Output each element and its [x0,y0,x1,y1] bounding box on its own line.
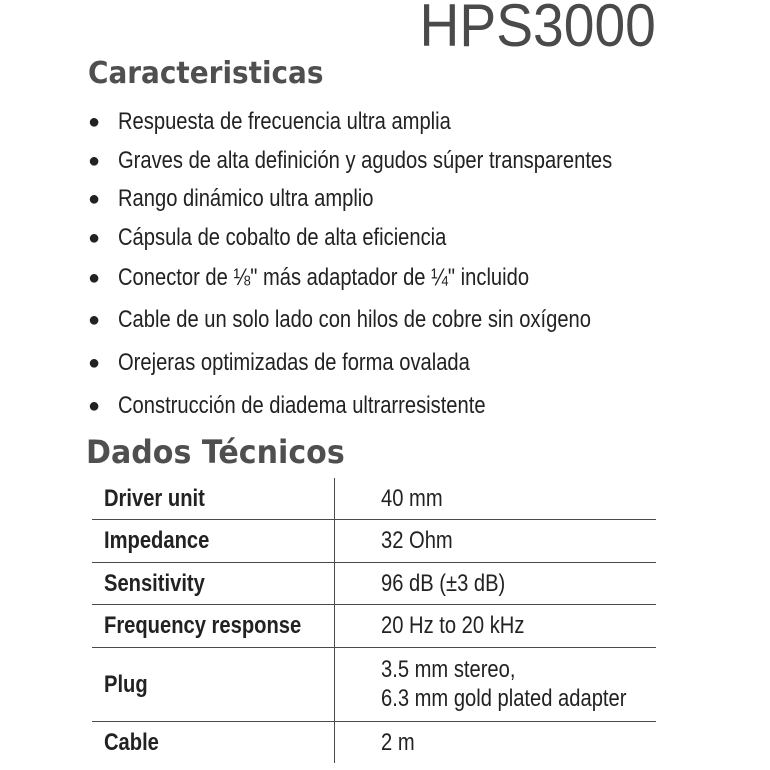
specs-table [92,478,656,763]
spec-label: Impedance [92,519,335,562]
bullet-icon: ● [88,111,101,133]
spec-value-line: 6.3 mm gold plated adapter [381,685,627,712]
bullet-icon: ● [88,352,101,374]
feature-item [86,185,422,213]
feature-item [86,224,509,252]
feature-text: Construcción de diadema ultrarresistente [118,392,486,419]
table-row [92,604,656,647]
spec-label: Cable [92,721,335,763]
bullet-icon: ● [88,395,101,417]
spec-value: 2 m [381,728,415,756]
feature-text: Orejeras optimizadas de forma ovalada [118,349,470,376]
spec-label: Sensitivity [92,562,335,604]
feature-text: Cable de un solo lado con hilos de cobre sin oxígeno [118,306,591,333]
feature-item [86,349,537,377]
feature-item [86,264,607,292]
table-row [92,721,656,763]
features-heading: Caracteristicas [88,56,324,91]
feature-item [86,306,681,334]
feature-item [86,392,556,420]
feature-text: Conector de ⅛" más adaptador de ¼" incluido [118,264,530,291]
bullet-icon: ● [88,227,101,249]
spec-value: 40 mm [335,478,657,519]
table-row [92,562,656,604]
specs-heading: Dados Técnicos [86,433,345,471]
table-row [92,478,656,519]
table-row [92,647,656,721]
table-row [92,519,656,562]
bullet-icon: ● [88,188,101,210]
spec-label: Driver unit [92,478,335,519]
feature-text: Graves de alta definición y agudos súper transparentes [118,147,613,174]
spec-value [335,647,657,721]
feature-text: Rango dinámico ultra amplio [118,185,374,212]
spec-value: 32 Ohm [335,519,657,562]
feature-item [86,147,706,175]
feature-item [86,108,514,136]
spec-value: 20 Hz to 20 kHz [335,604,657,647]
spec-value: 96 dB (±3 dB) [335,562,657,604]
bullet-icon: ● [88,150,101,172]
spec-label: Plug [92,647,335,721]
spec-value-line: 3.5 mm stereo, [381,656,516,683]
bullet-icon: ● [88,267,101,289]
spec-label: Frequency response [92,604,335,647]
product-model-title: HPS3000 [419,0,656,59]
feature-text: Cápsula de cobalto de alta eficiencia [118,224,447,251]
feature-text: Respuesta de frecuencia ultra amplia [118,108,451,135]
bullet-icon: ● [88,309,101,331]
